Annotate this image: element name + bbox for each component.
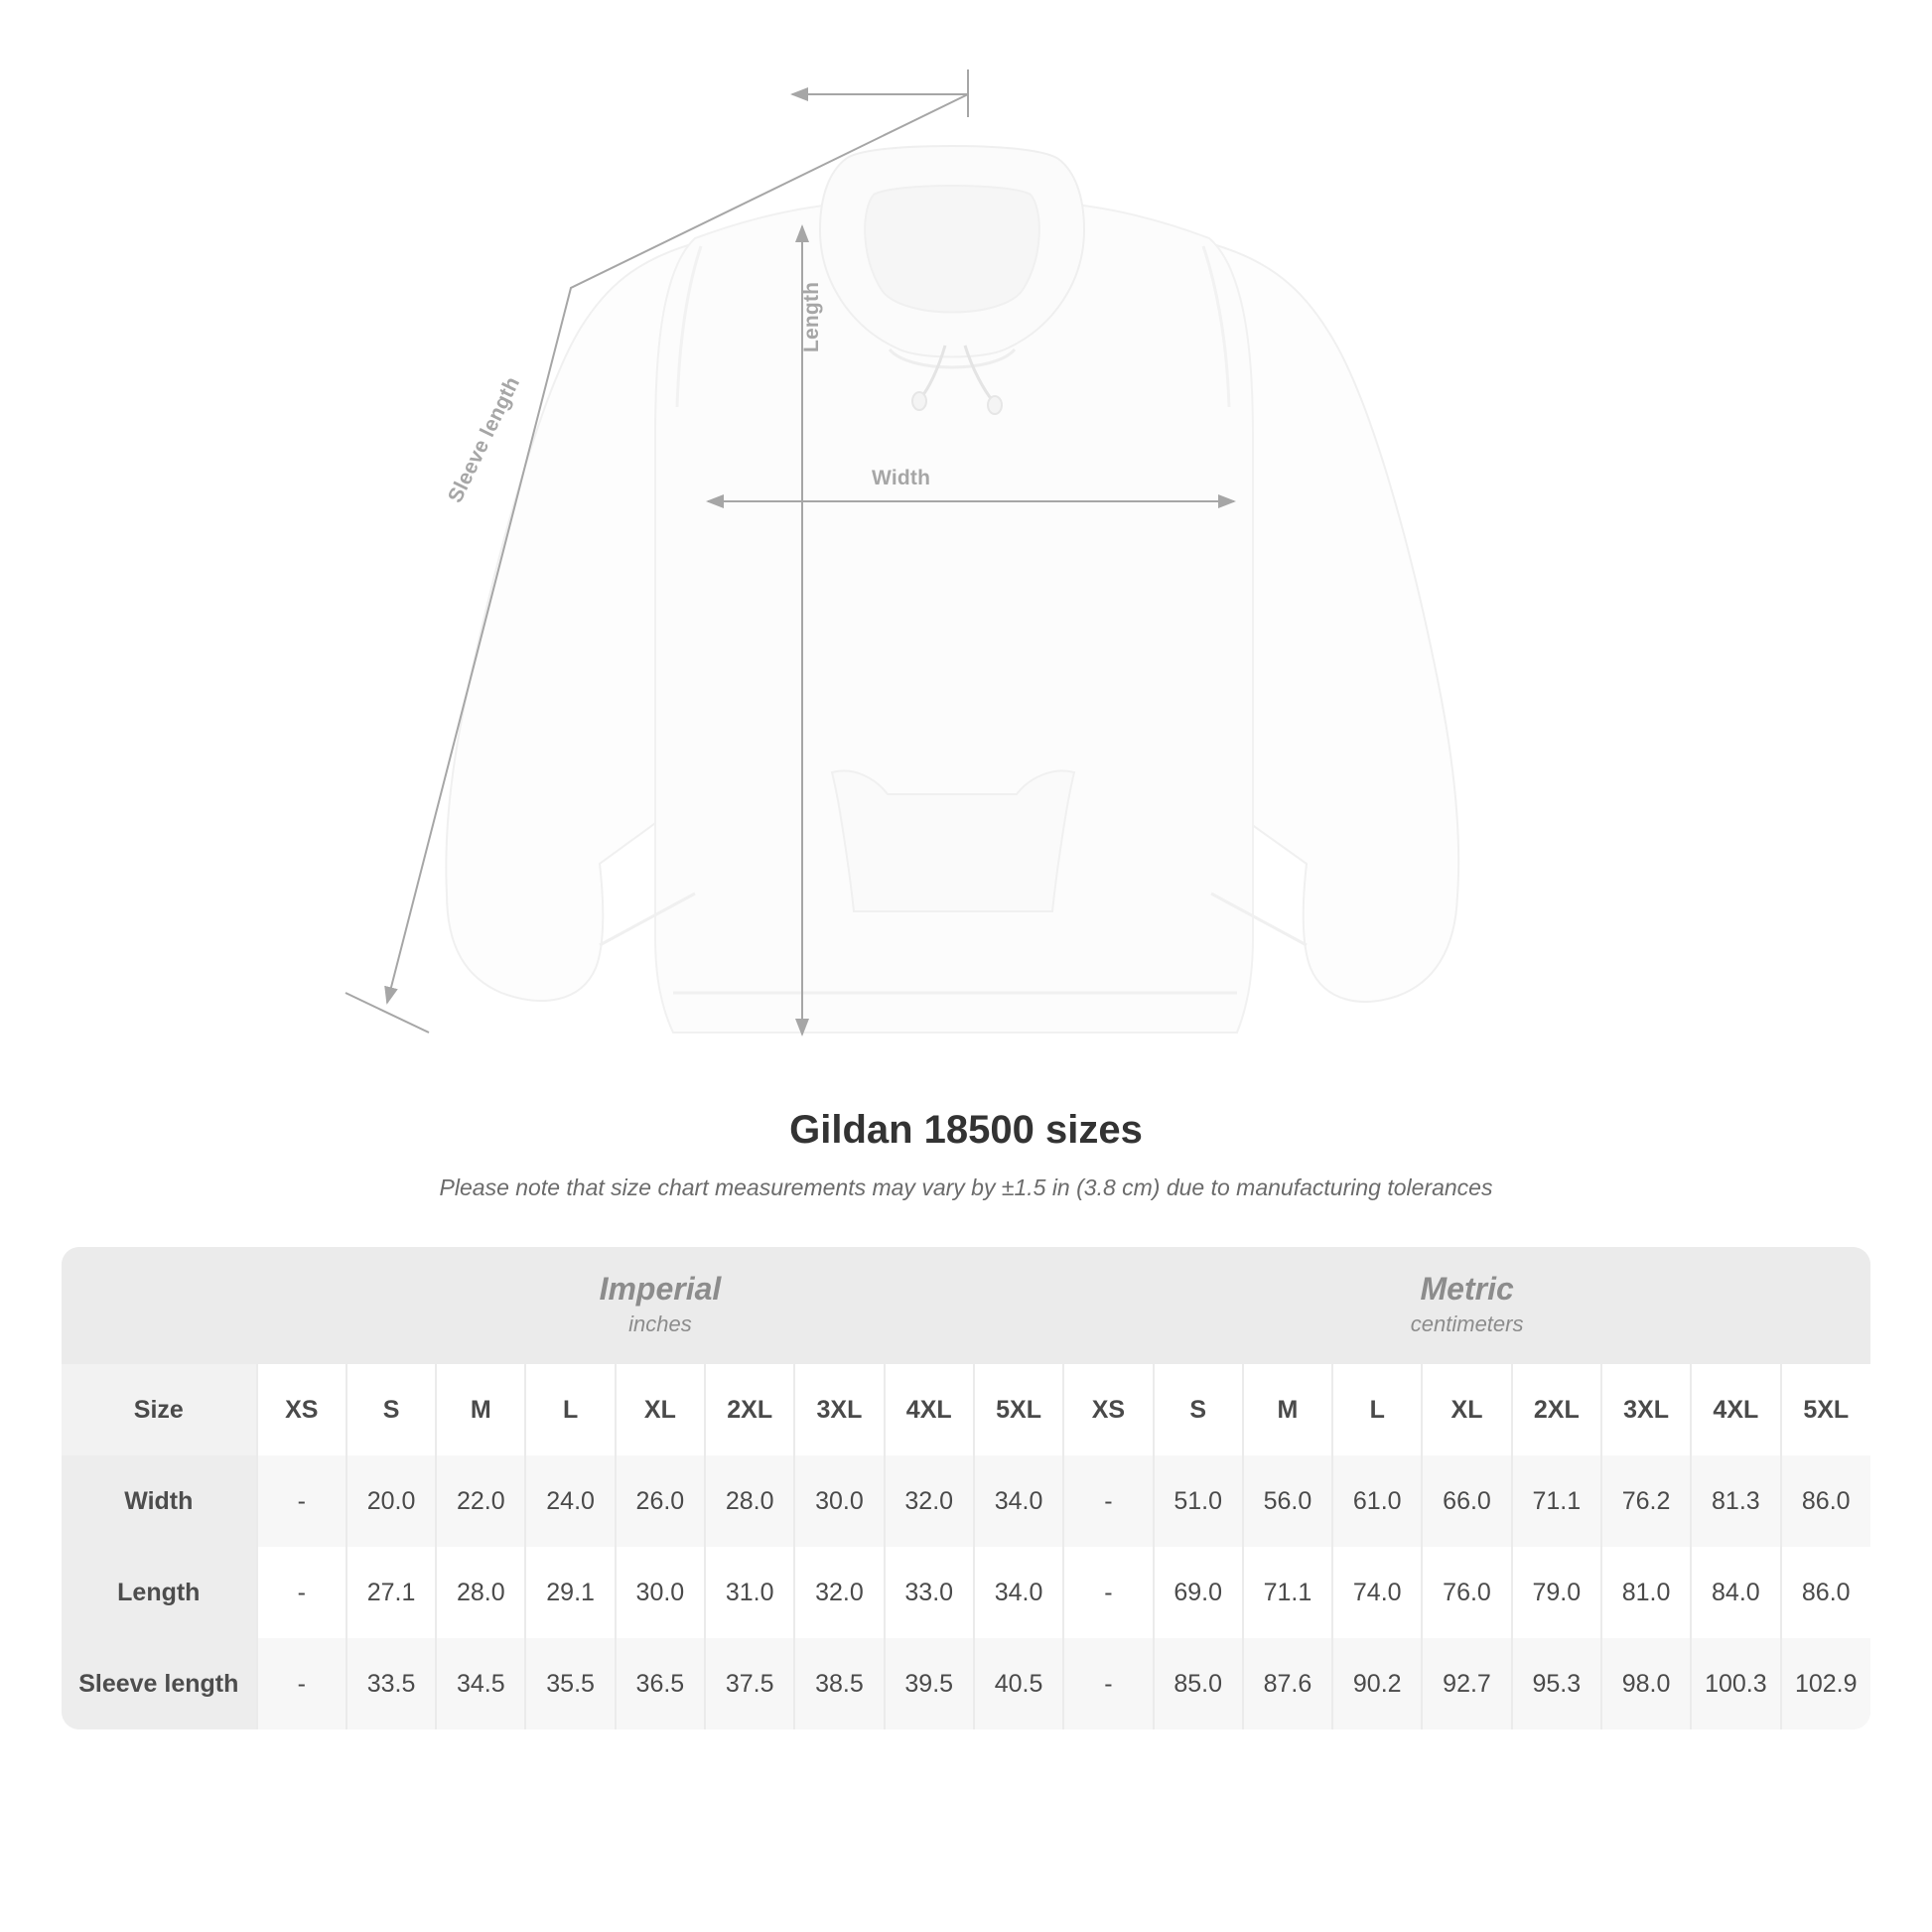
- width-metric-2xl: 71.1: [1512, 1455, 1601, 1547]
- page-title: Gildan 18500 sizes: [789, 1108, 1143, 1152]
- length-metric-m: 71.1: [1243, 1547, 1332, 1638]
- length-imperial-2xl: 31.0: [705, 1547, 794, 1638]
- width-metric-xs: -: [1063, 1455, 1153, 1547]
- width-metric-m: 56.0: [1243, 1455, 1332, 1547]
- row-label-length: Length: [62, 1547, 257, 1638]
- sleeve-imperial-xl: 36.5: [616, 1638, 705, 1729]
- imperial-unit-name: Imperial: [599, 1271, 722, 1308]
- length-imperial-m: 28.0: [436, 1547, 525, 1638]
- length-metric-xl: 76.0: [1422, 1547, 1511, 1638]
- sleeve-metric-2xl: 95.3: [1512, 1638, 1601, 1729]
- width-imperial-xs: -: [257, 1455, 346, 1547]
- length-metric-l: 74.0: [1332, 1547, 1422, 1638]
- size-header-imperial-2xl: 2XL: [705, 1364, 794, 1455]
- size-header-imperial-s: S: [346, 1364, 436, 1455]
- sleeve-imperial-l: 35.5: [525, 1638, 615, 1729]
- length-imperial-l: 29.1: [525, 1547, 615, 1638]
- length-imperial-4xl: 33.0: [885, 1547, 974, 1638]
- size-header-metric-2xl: 2XL: [1512, 1364, 1601, 1455]
- width-imperial-xl: 26.0: [616, 1455, 705, 1547]
- width-imperial-2xl: 28.0: [705, 1455, 794, 1547]
- width-metric-5xl: 86.0: [1781, 1455, 1871, 1547]
- sleeve-imperial-2xl: 37.5: [705, 1638, 794, 1729]
- length-imperial-s: 27.1: [346, 1547, 436, 1638]
- sleeve-imperial-3xl: 38.5: [794, 1638, 884, 1729]
- hoodie-shape: [446, 146, 1458, 1033]
- width-imperial-5xl: 34.0: [974, 1455, 1063, 1547]
- sleeve-imperial-xs: -: [257, 1638, 346, 1729]
- sleeve-imperial-4xl: 39.5: [885, 1638, 974, 1729]
- size-header-imperial-4xl: 4XL: [885, 1364, 974, 1455]
- sleeve-metric-3xl: 98.0: [1601, 1638, 1691, 1729]
- sleeve-imperial-m: 34.5: [436, 1638, 525, 1729]
- size-header-imperial-l: L: [525, 1364, 615, 1455]
- size-table-container: [62, 1247, 1870, 1729]
- width-dimension-label: Width: [872, 467, 931, 489]
- width-imperial-l: 24.0: [525, 1455, 615, 1547]
- length-dimension-label: Length: [800, 281, 823, 352]
- length-metric-xs: -: [1063, 1547, 1153, 1638]
- width-metric-3xl: 76.2: [1601, 1455, 1691, 1547]
- table-row: [62, 1547, 1870, 1638]
- units-spacer: [62, 1247, 257, 1364]
- width-metric-l: 61.0: [1332, 1455, 1422, 1547]
- length-metric-s: 69.0: [1154, 1547, 1243, 1638]
- table-row: [62, 1638, 1870, 1729]
- size-header-imperial-m: M: [436, 1364, 525, 1455]
- size-header-imperial-5xl: 5XL: [974, 1364, 1063, 1455]
- sleeve-metric-s: 85.0: [1154, 1638, 1243, 1729]
- width-imperial-4xl: 32.0: [885, 1455, 974, 1547]
- length-metric-3xl: 81.0: [1601, 1547, 1691, 1638]
- length-imperial-xs: -: [257, 1547, 346, 1638]
- size-header-metric-s: S: [1154, 1364, 1243, 1455]
- size-header-metric-l: L: [1332, 1364, 1422, 1455]
- width-imperial-s: 20.0: [346, 1455, 436, 1547]
- size-header-metric-5xl: 5XL: [1781, 1364, 1871, 1455]
- metric-unit-cell: [1063, 1247, 1870, 1364]
- sleeve-metric-m: 87.6: [1243, 1638, 1332, 1729]
- sleeve-metric-4xl: 100.3: [1691, 1638, 1780, 1729]
- sleeve-metric-xl: 92.7: [1422, 1638, 1511, 1729]
- length-imperial-xl: 30.0: [616, 1547, 705, 1638]
- size-header-metric-xs: XS: [1063, 1364, 1153, 1455]
- size-table: [62, 1247, 1870, 1729]
- width-metric-4xl: 81.3: [1691, 1455, 1780, 1547]
- sleeve-length-dimension-label: Sleeve length: [444, 372, 525, 507]
- size-header-metric-xl: XL: [1422, 1364, 1511, 1455]
- imperial-unit-cell: [257, 1247, 1064, 1364]
- length-imperial-5xl: 34.0: [974, 1547, 1063, 1638]
- length-metric-5xl: 86.0: [1781, 1547, 1871, 1638]
- length-imperial-3xl: 32.0: [794, 1547, 884, 1638]
- row-label-width: Width: [62, 1455, 257, 1547]
- width-metric-s: 51.0: [1154, 1455, 1243, 1547]
- metric-unit-sub: centimeters: [1410, 1311, 1524, 1336]
- sleeve-imperial-5xl: 40.5: [974, 1638, 1063, 1729]
- row-label-sleeve-length: Sleeve length: [62, 1638, 257, 1729]
- sleeve-metric-xs: -: [1063, 1638, 1153, 1729]
- units-row: [62, 1247, 1870, 1364]
- size-header-imperial-3xl: 3XL: [794, 1364, 884, 1455]
- sleeve-imperial-s: 33.5: [346, 1638, 436, 1729]
- metric-unit-name: Metric: [1420, 1271, 1514, 1308]
- width-imperial-m: 22.0: [436, 1455, 525, 1547]
- chart-header: [0, 1108, 1932, 1201]
- width-metric-xl: 66.0: [1422, 1455, 1511, 1547]
- size-header-metric-4xl: 4XL: [1691, 1364, 1780, 1455]
- size-header-metric-m: M: [1243, 1364, 1332, 1455]
- size-header-imperial-xs: XS: [257, 1364, 346, 1455]
- tolerance-note: Please note that size chart measurements may vary by ±1.5 in (3.8 cm) due to manufacturing tolerances: [439, 1174, 1493, 1200]
- size-header-label: Size: [62, 1364, 257, 1455]
- imperial-unit-sub: inches: [628, 1311, 692, 1336]
- length-metric-4xl: 84.0: [1691, 1547, 1780, 1638]
- size-header-row: [62, 1364, 1870, 1455]
- size-header-metric-3xl: 3XL: [1601, 1364, 1691, 1455]
- sleeve-metric-l: 90.2: [1332, 1638, 1422, 1729]
- sleeve-metric-5xl: 102.9: [1781, 1638, 1871, 1729]
- size-header-imperial-xl: XL: [616, 1364, 705, 1455]
- length-metric-2xl: 79.0: [1512, 1547, 1601, 1638]
- table-row: [62, 1455, 1870, 1547]
- width-imperial-3xl: 30.0: [794, 1455, 884, 1547]
